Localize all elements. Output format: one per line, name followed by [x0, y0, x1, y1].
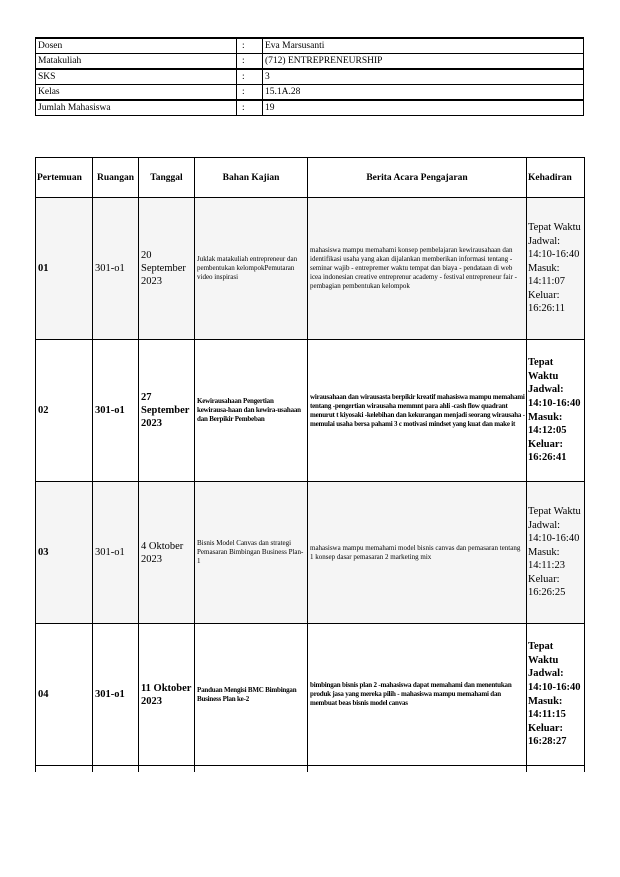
info-row-dosen	[36, 38, 584, 54]
header-bahan-kajian: Bahan Kajian	[195, 158, 308, 198]
info-value: Eva Marsusanti	[263, 38, 584, 54]
info-label: Matakuliah	[36, 54, 237, 70]
cell-berita-acara: bimbingan bisnis plan 2 -mahasiswa dapat memahami dan menentukan produk jasa yang mereka pilih - mahasiswa mampu memahami dan membuat beas bisnis model canvas	[308, 624, 527, 766]
info-label: Kelas	[36, 85, 237, 101]
info-value: (712) ENTREPRENEURSHIP	[263, 54, 584, 70]
table-row	[36, 340, 585, 482]
info-row-jumlah-mahasiswa	[36, 100, 584, 116]
info-separator: :	[237, 54, 263, 70]
cell-ruangan: 301-o1	[93, 482, 139, 624]
info-separator: :	[237, 85, 263, 101]
cell-pertemuan: 02	[36, 340, 93, 482]
course-info-table	[35, 37, 584, 116]
cell-bahan-kajian: Kewirausahaan Pengertian kewirausa-haan dan kewira-usahaan dan Berpikir Pembeban	[195, 340, 308, 482]
cell-kehadiran: Tepat Waktu Jadwal: 14:10-16:40 Masuk: 14:12:05 Keluar: 16:26:41	[527, 340, 585, 482]
cell-ruangan: 301-o1	[93, 624, 139, 766]
cell-ruangan: 301-o1	[93, 198, 139, 340]
cell-berita-acara: mahasiswa mampu memahami model bisnis canvas dan pemasaran tentang 1 konsep dasar pemasaran 2 marketing mix	[308, 482, 527, 624]
attendance-table	[35, 157, 585, 772]
table-header-row	[36, 158, 585, 198]
info-separator: :	[237, 69, 263, 85]
info-value: 19	[263, 100, 584, 116]
cell-pertemuan: 01	[36, 198, 93, 340]
cell-tanggal: 20 September 2023	[139, 198, 195, 340]
cell-bahan-kajian: Bisnis Model Canvas dan strategi Pemasaran Bimbingan Business Plan-1	[195, 482, 308, 624]
cell-tanggal: 11 Oktober 2023	[139, 624, 195, 766]
cell-kehadiran: Tepat Waktu Jadwal: 14:10-16:40 Masuk: 14:11:15 Keluar: 16:28:27	[527, 624, 585, 766]
cell-kehadiran: Tepat Waktu Jadwal: 14:10-16:40 Masuk: 14:11:23 Keluar: 16:26:25	[527, 482, 585, 624]
table-row	[36, 482, 585, 624]
info-label: Jumlah Mahasiswa	[36, 100, 237, 116]
table-continuation-row	[36, 766, 585, 773]
cell-berita-acara: wirausahaan dan wirausasta berpikir kreatif mahasiswa mampu memahami tentang -pengertian wirausaha memmnt para ahli -cash flow quadrant menurut t kiyosaki -kelebihan dan kekurangan menjadi seorang wirausaha -memulai usaha bersa pahami 3 c motivasi mindset yang kuat dan make it	[308, 340, 527, 482]
info-label: Dosen	[36, 38, 237, 54]
cell-kehadiran: Tepat Waktu Jadwal: 14:10-16:40 Masuk: 14:11:07 Keluar: 16:26:11	[527, 198, 585, 340]
cell-ruangan: 301-o1	[93, 340, 139, 482]
info-row-kelas	[36, 85, 584, 101]
info-label: SKS	[36, 69, 237, 85]
info-separator: :	[237, 100, 263, 116]
table-row	[36, 624, 585, 766]
info-row-matakuliah	[36, 54, 584, 70]
header-tanggal: Tanggal	[139, 158, 195, 198]
table-row	[36, 198, 585, 340]
cell-tanggal: 4 Oktober 2023	[139, 482, 195, 624]
header-berita-acara: Berita Acara Pengajaran	[308, 158, 527, 198]
info-row-sks	[36, 69, 584, 85]
info-value: 3	[263, 69, 584, 85]
cell-pertemuan: 04	[36, 624, 93, 766]
cell-bahan-kajian: Panduan Mengisi BMC Bimbingan Business Plan ke-2	[195, 624, 308, 766]
info-separator: :	[237, 38, 263, 54]
cell-pertemuan: 03	[36, 482, 93, 624]
cell-tanggal: 27 September 2023	[139, 340, 195, 482]
header-ruangan: Ruangan	[93, 158, 139, 198]
cell-bahan-kajian: Juklak matakuliah entrepreneur dan pembentukan kelompokPemutaran video inspirasi	[195, 198, 308, 340]
info-value: 15.1A.28	[263, 85, 584, 101]
cell-berita-acara: mahasiswa mampu memahami konsep pembelajaran kewirausahaan dan identifikasi usaha yang akan dijalankan memberikan informasi tentang - seminar wajib - entrepremer waktu tempat dan biaya - pendataan di web icea indonesian creative entreprenur academy - festival entrepreneur fair - pembagian pembentukan kelompok	[308, 198, 527, 340]
header-kehadiran: Kehadiran	[527, 158, 585, 198]
header-pertemuan: Pertemuan	[36, 158, 93, 198]
